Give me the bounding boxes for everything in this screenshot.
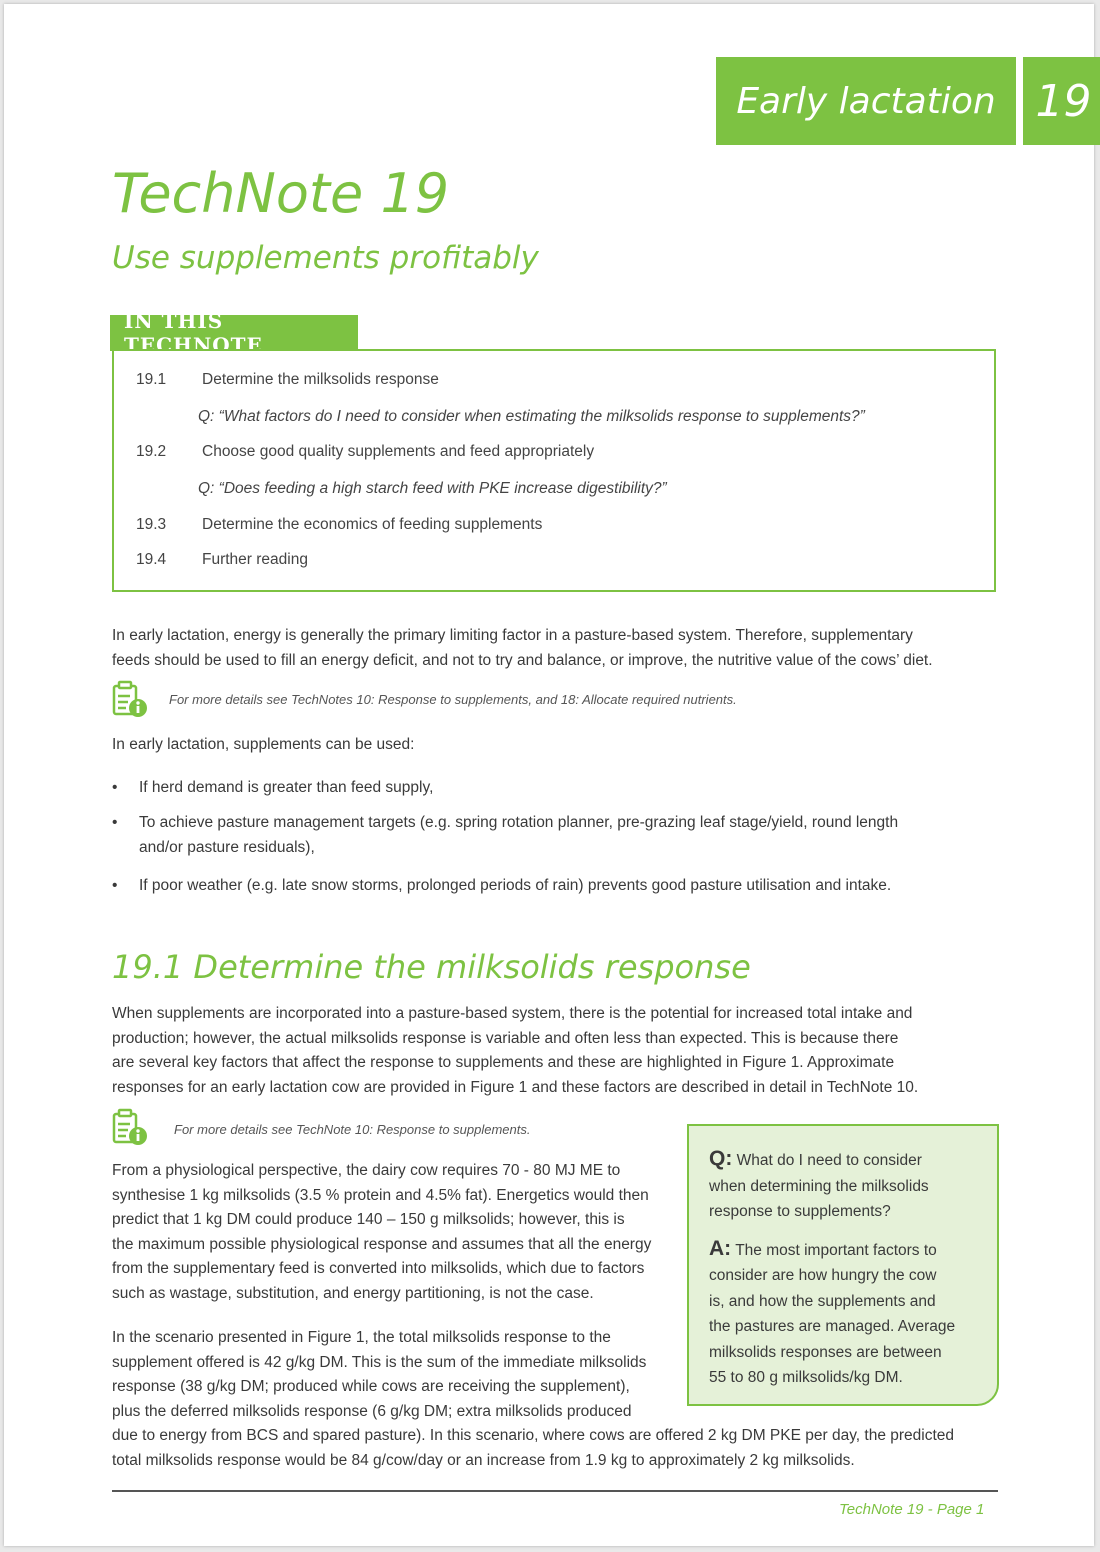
question-label: Q: (709, 1147, 733, 1170)
toc-label: IN THIS TECHNOTE (110, 315, 358, 351)
page-title: TechNote 19 (112, 162, 450, 225)
qa-question: Q: What do I need to consider when determining the milksolids response to supplements? (709, 1147, 929, 1220)
bullet-dot: • (112, 877, 118, 894)
toc-item-number: 19.4 (136, 551, 167, 568)
toc-question-text: Q: “Does feeding a high starch feed with PKE increase digestibility?” (198, 480, 667, 497)
page-subtitle: Use supplements profitably (112, 240, 539, 276)
section-number-tab: 19 (1023, 57, 1100, 145)
footer-divider (112, 1490, 998, 1492)
section-paragraph-2: From a physiological perspective, the dairy cow requires 70 - 80 MJ ME to synthesise 1 kg milksolids (3.5 % protein and 4.5% fat). Energetics would then predict that 1 kg DM could produce 140 – 150 g milksolids; however, this is the maximum possible physiological response and assumes that all the energy from the supplementary feed is converted into milksolids, which due to factors such as wastage, substitution, and energy partitioning, is not the case. (112, 1162, 652, 1302)
section-paragraph-1: When supplements are incorporated into a pasture-based system, there is the potential for increased total intake and production; however, the actual milksolids response is variable and often less than expected. This is because there are several key factors that affect the response to supplements and these are highlighted in Figure 1. Approximate responses for an early lactation cow are provided in Figure 1 and these factors are described in detail in TechNote 10. (112, 1005, 919, 1096)
bullet-text: To achieve pasture management targets (e.g. spring rotation planner, pre-grazing leaf stage/yield, round length and/or pasture residuals), (139, 814, 899, 856)
bullet-dot: • (112, 814, 118, 831)
toc-item-text: Further reading (202, 551, 308, 568)
bullet-text: If poor weather (e.g. late snow storms, prolonged periods of rain) prevents good pasture utilisation and intake. (139, 877, 892, 894)
toc-item-number: 19.1 (136, 371, 167, 388)
section-heading: 19.1 Determine the milksolids response (112, 948, 751, 986)
section-paragraph-3: In the scenario presented in Figure 1, the total milksolids response to the supplement offered is 42 g/kg DM. This is the sum of the immediate milksolids response (38 g/kg DM; produced while cows are receiving the supplement), plus the deferred milksolids response (6 g/kg DM; extra milksolids produced due to energy from BCS and spared pasture). In this scenario, where cows are offered 2 kg DM PKE per day, the predicted total milksolids response would be 84 g/cow/day or an increase from 1.9 kg to approximately 2 kg milksolids. (112, 1329, 955, 1469)
qa-callout (687, 1124, 999, 1406)
section-tab: Early lactation (716, 57, 1016, 145)
bullet-dot: • (112, 779, 118, 796)
toc-item-text: Determine the economics of feeding supplements (202, 516, 543, 533)
toc-item-number: 19.2 (136, 443, 167, 460)
toc-item-text: Choose good quality supplements and feed appropriately (202, 443, 595, 460)
section-note: For more details see TechNote 10: Response to supplements. (174, 1122, 531, 1137)
toc-item-text: Determine the milksolids response (202, 371, 439, 388)
answer-label: A: (709, 1236, 732, 1260)
intro-paragraph: In early lactation, energy is generally the primary limiting factor in a pasture-based system. Therefore, supplementary feeds should be used to fill an energy deficit, and not to try and balance, or improve, the nutritive value of the cows’ diet. (112, 627, 933, 669)
toc-item-number: 19.3 (136, 516, 167, 533)
intro-lead: In early lactation, supplements can be used: (112, 736, 415, 753)
info-note-icon (110, 680, 150, 720)
intro-note: For more details see TechNotes 10: Response to supplements, and 18: Allocate required nutrients. (169, 692, 737, 707)
toc-box (112, 349, 996, 592)
page-footer: TechNote 19 - Page 1 (839, 1501, 985, 1518)
bullet-text: If herd demand is greater than feed supply, (139, 779, 434, 796)
document-page (4, 4, 1094, 1546)
toc-question-text: Q: “What factors do I need to consider when estimating the milksolids response to supplements?” (198, 408, 865, 425)
qa-answer: A: The most important factors to consider are how hungry the cow is, and how the supplements and the pastures are managed. Average milksolids responses are between 55 to 80 g milksolids/kg DM. (709, 1236, 956, 1386)
info-note-icon (110, 1108, 150, 1148)
